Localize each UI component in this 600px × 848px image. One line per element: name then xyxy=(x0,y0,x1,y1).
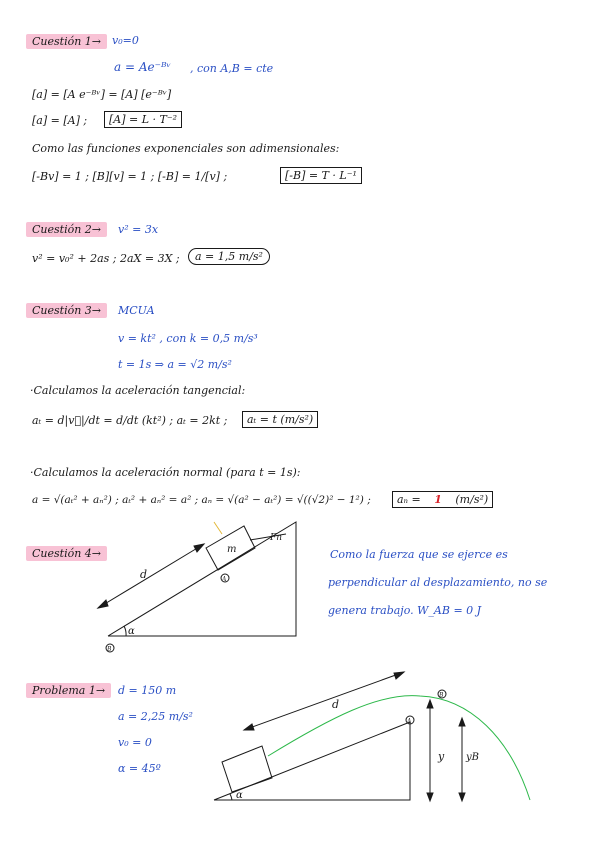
c1-eq1-cond: , con A,B = cte xyxy=(190,62,274,75)
c4-label-fn: Fn xyxy=(270,533,283,543)
c4-text1: Como la fuerza que se ejerce es xyxy=(330,548,508,561)
c4-label: Cuestión 4→ xyxy=(26,546,107,561)
p1-figure xyxy=(214,672,465,801)
c1-dim1: [a] = [A e⁻ᴮᵛ] = [A] [e⁻ᴮᵛ] xyxy=(32,88,172,101)
c4-label-alpha: α xyxy=(128,626,135,637)
c1-dim3: [-Bv] = 1 ; [B][v] = 1 ; [-B] = 1/[v] ; xyxy=(32,170,228,183)
c3-an: a = √(aₜ² + aₙ²) ; aₜ² + aₙ² = a² ; aₙ = √(a² − aₜ²) = √((√2)² − 1²) ; xyxy=(32,494,371,506)
p1-yb-arrowhead-top xyxy=(459,718,465,726)
c4-d-arrowhead-2 xyxy=(194,544,204,552)
p1-label-alpha: α xyxy=(236,790,243,801)
p1-yb-arrowhead-bot xyxy=(459,793,465,801)
p1-d-arrowhead-2 xyxy=(394,672,404,679)
c4-label-m: m xyxy=(227,544,237,555)
c1-label: Cuestión 1→ xyxy=(26,34,107,49)
p1-v0: v₀ = 0 xyxy=(118,736,152,749)
c4-force-arrow xyxy=(214,522,222,534)
p1-a: a = 2,25 m/s² xyxy=(118,710,193,723)
c3-at-box: aₜ = t (m/s²) xyxy=(242,411,318,428)
c1-note: v₀=0 xyxy=(112,34,139,47)
p1-label: Problema 1→ xyxy=(26,683,111,698)
c2-note: v² = 3x xyxy=(118,223,159,236)
c3-an-box-val: 1 xyxy=(434,493,442,506)
p1-d-arrow xyxy=(244,672,404,730)
p1-block xyxy=(222,746,272,792)
c2-result: a = 1,5 m/s² xyxy=(188,248,270,265)
c4-label-b: B xyxy=(107,646,112,653)
p1-y-arrowhead-top xyxy=(427,700,433,708)
p1-label-b: B xyxy=(439,692,444,699)
c4-incline xyxy=(108,522,296,636)
c3-at: aₜ = d|v⃗|/dt = d/dt (kt²) ; aₜ = 2kt ; xyxy=(32,414,228,427)
c4-label-d: d xyxy=(140,568,148,581)
c3-eq1: v = kt² , con k = 0,5 m/s³ xyxy=(118,332,258,345)
c1-dim2-box: [A] = L · T⁻² xyxy=(104,111,182,128)
c1-dim3-box: [-B] = T · L⁻¹ xyxy=(280,167,362,184)
c3-label: Cuestión 3→ xyxy=(26,303,107,318)
c3-text2: ·Calculamos la aceleración normal (para t = 1s): xyxy=(30,466,301,479)
p1-label-y: y xyxy=(438,750,445,763)
c1-eq1: a = Ae⁻ᴮᵛ xyxy=(114,60,171,74)
p1-label-yb: yB xyxy=(466,752,479,763)
c1-dim2: [a] = [A] ; xyxy=(32,114,88,127)
c3-text1: ·Calculamos la aceleración tangencial: xyxy=(30,384,246,397)
c3-an-box-unit: (m/s²) xyxy=(455,493,489,506)
c4-text3: genera trabajo. W_AB = 0 J xyxy=(328,604,482,617)
p1-label-d: d xyxy=(332,698,340,711)
p1-alpha: α = 45º xyxy=(118,762,161,775)
c4-text2: perpendicular al desplazamiento, no se xyxy=(328,576,548,589)
c2-label: Cuestión 2→ xyxy=(26,222,107,237)
c3-note: MCUA xyxy=(118,304,155,317)
p1-d: d = 150 m xyxy=(118,684,177,697)
c2-eq: v² = v₀² + 2as ; 2aX = 3X ; xyxy=(32,252,180,265)
c4-d-arrowhead-1 xyxy=(98,600,108,608)
c1-text: Como las funciones exponenciales son adimensionales: xyxy=(32,142,340,155)
p1-trajectory xyxy=(268,696,530,800)
p1-label-a: A xyxy=(407,718,412,725)
c4-d-arrow xyxy=(98,544,204,608)
p1-d-arrowhead-1 xyxy=(244,724,254,730)
c4-alpha-arc xyxy=(124,626,126,636)
p1-alpha-arc xyxy=(230,794,232,800)
c4-label-a: A xyxy=(222,576,227,583)
c3-eq2: t = 1s ⇒ a = √2 m/s² xyxy=(118,358,232,371)
c3-an-box-pre: aₙ = xyxy=(397,493,421,506)
p1-y-arrowhead-bot xyxy=(427,793,433,801)
